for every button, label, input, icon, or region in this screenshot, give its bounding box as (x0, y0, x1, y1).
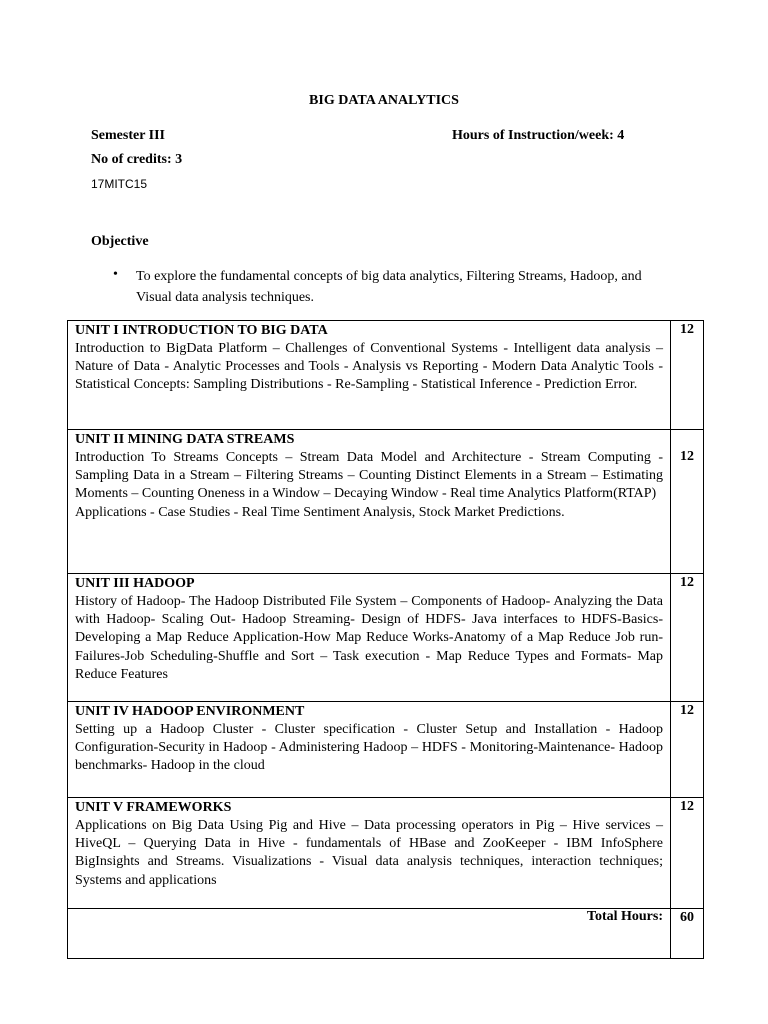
table-row (68, 321, 704, 430)
unit-body: Applications on Big Data Using Pig and Hive – Data processing operators in Pig – Hive services – HiveQL – Querying Data in Hive - fundamentals of HBase and ZooKeeper - IBM InfoSphere BigInsights and Streams. Visualizations - Visual data analysis techniques, interaction techniques; Systems and applications (75, 818, 663, 888)
total-hours-label: Total Hours: (68, 909, 671, 959)
unit-title: UNIT I INTRODUCTION TO BIG DATA (75, 323, 328, 338)
unit-body: Setting up a Hadoop Cluster - Cluster specification - Cluster Setup and Installation - Hadoop Configuration-Security in Hadoop - Administering Hadoop – HDFS - Monitoring-Maintenance- Hadoop benchmarks- Hadoop in the cloud (75, 722, 663, 774)
unit-title: UNIT III HADOOP (75, 576, 195, 591)
semester-label: Semester III (91, 128, 166, 143)
unit-hours: 12 (671, 702, 704, 798)
unit-title: UNIT V FRAMEWORKS (75, 800, 232, 815)
bullet-icon: • (113, 267, 118, 282)
syllabus-table (67, 320, 704, 959)
objective-text: To explore the fundamental concepts of big data analytics, Filtering Streams, Hadoop, and Visual data analysis techniques. (136, 269, 642, 305)
unit-body: Introduction To Streams Concepts – Stream Data Model and Architecture - Stream Computing - Sampling Data in a Stream – Filtering Streams – Counting Distinct Elements in a Stream – Estimating Moments – Counting Oneness in a Window – Decaying Window - Real time Analytics Platform(RTAP) (75, 450, 663, 502)
unit-body: Introduction to BigData Platform – Challenges of Conventional Systems - Intelligent data analysis – Nature of Data - Analytic Processes and Tools - Analysis vs Reporting - Modern Data Analytic Tools - Statistical Concepts: Sampling Distributions - Re-Sampling - Statistical Inference - Prediction Error. (75, 341, 663, 393)
table-row (68, 430, 704, 574)
unit-cell (68, 798, 671, 909)
table-row (68, 574, 704, 702)
unit-body-extra: Applications - Case Studies - Real Time Sentiment Analysis, Stock Market Predictions. (75, 504, 565, 520)
objective-heading: Objective (91, 234, 149, 249)
unit-body: History of Hadoop- The Hadoop Distributed File System – Components of Hadoop- Analyzing the Data with Hadoop- Scaling Out- Hadoop Streaming- Design of HDFS- Java interfaces to HDFS-Basics-Developing a Map Reduce Application-How Map Reduce Works-Anatomy of a Map Reduce Job run-Failures-Job Scheduling-Shuffle and Sort – Task execution - Map Reduce Types and Formats- Map Reduce Features (75, 594, 663, 682)
unit-cell (68, 574, 671, 702)
table-row-total (68, 909, 704, 959)
unit-title: UNIT II MINING DATA STREAMS (75, 432, 295, 447)
hours-per-week-label: Hours of Instruction/week: 4 (452, 128, 625, 143)
unit-cell (68, 430, 671, 574)
unit-cell (68, 321, 671, 430)
document-title: BIG DATA ANALYTICS (309, 93, 459, 108)
total-hours-value: 60 (671, 909, 704, 959)
table-row (68, 798, 704, 909)
unit-cell (68, 702, 671, 798)
course-code: 17MITC15 (91, 177, 148, 191)
unit-hours: 12 (671, 798, 704, 909)
unit-title: UNIT IV HADOOP ENVIRONMENT (75, 704, 305, 719)
unit-hours: 12 (671, 430, 704, 574)
table-row (68, 702, 704, 798)
credits-label: No of credits: 3 (91, 152, 183, 167)
unit-hours: 12 (671, 574, 704, 702)
unit-hours: 12 (671, 321, 704, 430)
